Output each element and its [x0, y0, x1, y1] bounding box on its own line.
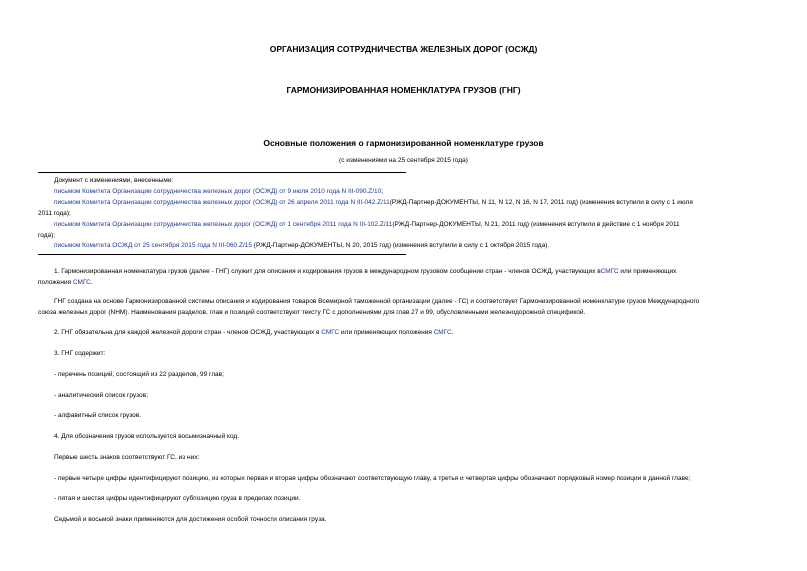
document-title: Основные положения о гармонизированной номенклатуре грузов [263, 138, 544, 148]
change-item-cont: года); [38, 232, 56, 239]
paragraph-1-cont: положения СМГС. [38, 279, 93, 286]
smgs-link[interactable]: СМГС [72, 279, 91, 286]
change-link[interactable]: письмом Комитета Организации сотрудничества железных дорог (ОСЖД) от 1 сентября 2011 года N III-102.Z/11 [54, 221, 393, 228]
changes-top-rule [38, 172, 406, 173]
nomenclature-heading: ГАРМОНИЗИРОВАННАЯ НОМЕНКЛАТУРА ГРУЗОВ (ГНГ) [286, 85, 521, 95]
paragraph-4: 3. ГНГ содержит: [54, 350, 106, 357]
paragraph-8: 4. Для обозначения грузов используется восьмизначный код. [54, 433, 240, 440]
paragraph-11: - пятая и шестая цифры идентифицируют субпозицию груза в пределах позиции. [54, 495, 301, 502]
paragraph-3: 2. ГНГ обязательна для каждой железной дороги стран - членов ОСЖД, участвующих в СМГС или применяющих положения СМГС. [54, 329, 454, 336]
paragraph-2-cont: союза железных дорог (NHM). Наименования разделов, глав и позиций соответствуют тексту ГС с дополнениями для глав 27 и 99, обусловленными железнодорожной спецификой. [38, 309, 586, 316]
change-item: письмом Комитета ОСЖД от 25 сентября 2015 года N III-060.Z/15 (РЖД-Партнер-ДОКУМЕНТЫ, N 20, 2015 год) (изменения вступили в силу с 1 октября 2015 года). [54, 242, 550, 249]
change-link[interactable]: письмом Комитета Организации сотрудничества железных дорог (ОСЖД) от 26 апреля 2011 года N III-042.Z/11 [54, 199, 390, 206]
change-link[interactable]: письмом Комитета ОСЖД от 25 сентября 2015 года N III-060.Z/15 [54, 242, 252, 249]
change-link[interactable]: письмом Комитета Организации сотрудничества железных дорог (ОСЖД) от 9 июля 2010 года N III-090.Z/10 [54, 188, 382, 195]
paragraph-10: - первые четыре цифры идентифицируют позицию, из которых первая и вторая цифры обозначают соответствующую главу, а третья и четвертая цифры обозначают порядковый номер позиции в данной главе; [54, 475, 691, 482]
changes-intro: Документ с изменениями, внесенными: [54, 177, 174, 184]
changes-bottom-rule [38, 254, 406, 255]
paragraph-9: Первые шесть знаков соответствуют ГС, из них: [54, 454, 200, 461]
smgs-link[interactable]: СМГС [433, 329, 452, 336]
paragraph-2: ГНГ создана на основе Гармонизированной системы описания и кодирования товаров Всемирной таможенной организации (далее - ГС) и соответствует Гармонизированной номенклатуре грузов Международного [54, 298, 700, 305]
org-heading: ОРГАНИЗАЦИЯ СОТРУДНИЧЕСТВА ЖЕЛЕЗНЫХ ДОРОГ (ОСЖД) [269, 44, 538, 54]
change-item: письмом Комитета Организации сотрудничества железных дорог (ОСЖД) от 1 сентября 2011 года N III-102.Z/11(РЖД-Партнер-ДОКУМЕНТЫ, N 21, 2011 год) (изменения вступили в действие с 1 ноября 2011 [54, 221, 680, 228]
change-item: письмом Комитета Организации сотрудничества железных дорог (ОСЖД) от 9 июля 2010 года N III-090.Z/10; [54, 188, 384, 195]
change-item: письмом Комитета Организации сотрудничества железных дорог (ОСЖД) от 26 апреля 2011 года N III-042.Z/11(РЖД-Партнер-ДОКУМЕНТЫ, N 11, N 12, N 16, N 17, 2011 год) (изменения вступили в силу с 1 июля [54, 199, 693, 206]
change-item-cont: 2011 года); [38, 210, 71, 217]
document-subtitle: (с изменениями на 25 сентября 2015 года) [339, 157, 468, 164]
paragraph-5: - перечень позиций, состоящий из 22 разделов, 99 глав; [54, 371, 224, 378]
paragraph-1: 1. Гармонизированная номенклатура грузов (далее - ГНГ) служит для описания и кодирования грузов в международном грузовом сообщении стран - членов ОСЖД, участвующих вСМГС или применяющих [54, 268, 677, 275]
paragraph-6: - аналитический список грузов; [54, 392, 148, 399]
smgs-link[interactable]: СМГС [600, 268, 619, 275]
paragraph-7: - алфавитный список грузов. [54, 412, 142, 419]
smgs-link[interactable]: СМГС [321, 329, 340, 336]
paragraph-12: Седьмой и восьмой знаки применяются для достижения особой точности описания груза. [54, 516, 327, 523]
